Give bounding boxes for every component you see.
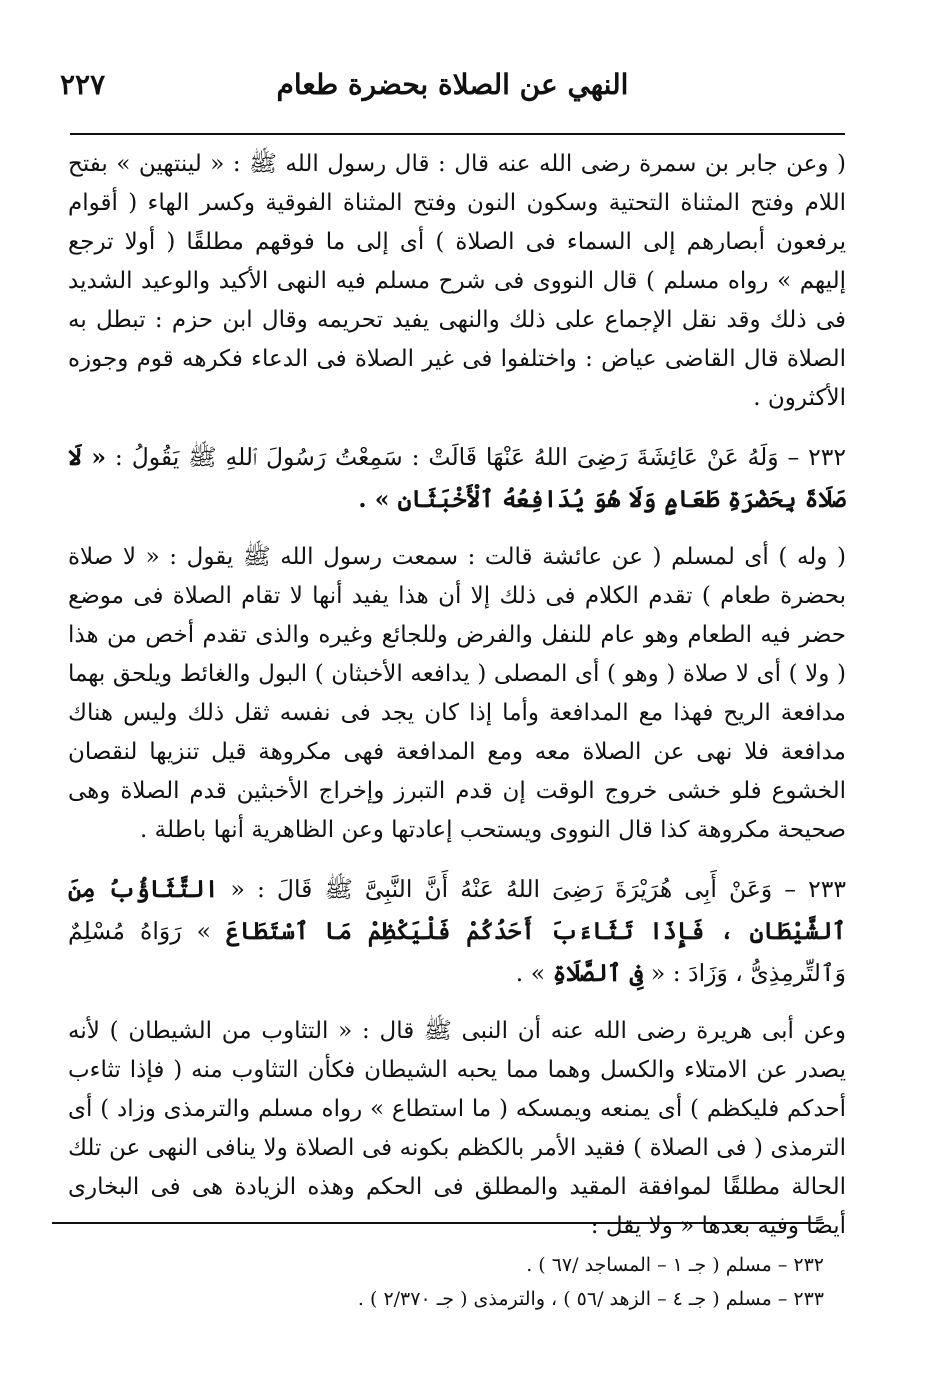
footnote-divider xyxy=(52,1222,824,1224)
page-body xyxy=(68,145,846,1246)
footnote-232: ٢٣٢ – مسلم ( جـ ١ – المساجد /٦٧ ) . xyxy=(526,1254,824,1276)
commentary-paragraph-3: وعن أبى هريرة رضى الله عنه أن النبى ﷺ قال : « التثاوب من الشيطان ) لأنه يصدر عن الامتلاء والكسل وهما مما يحبه الشيطان فكأن التثاوب منه ( فإذا تثاءب أحدكم فليكظم ) أى يمنعه ويمسكه ( ما استطاع » رواه مسلم والترمذى وزاد ) أى الترمذى ( فى الصلاة ) فقيد الأمر بالكظم بكونه فى الصلاة ولا ينافى النهى عن تلك الحالة مطلقًا لموافقة المقيد والمطلق فى الحكم وهذه الزيادة هى فى البخارى أيضًا وفيه بعدها « ولا يقل : xyxy=(68,1018,846,1239)
hadith-232-quote: « لَا صَلَاةَ بِحَضْرَةِ طَعَامٍ وَلَا هُوَ يُدَافِعُهُ ٱلْأَخْبَثَانِ » . xyxy=(68,443,846,513)
footnote-233: ٢٣٣ – مسلم ( جـ ٤ – الزهد /٥٦ ) ، والترمذى ( جـ ٢/٣٧٠ ) . xyxy=(357,1288,824,1310)
hadith-233-source: » رَوَاهُ مُسْلِمٌ وَٱلتِّرمِذِىُّ ، وَزَادَ : « xyxy=(68,917,846,987)
spacer xyxy=(68,994,846,1012)
hadith-233-addition: فِى ٱلصَّلَاةِ xyxy=(552,959,644,987)
commentary-paragraph-1: ( وعن جابر بن سمرة رضى الله عنه قال : قال رسول الله ﷺ : « لينتهين » بفتح اللام وفتح المثناة التحتية وسكون النون وفتح المثناة الفوقية وكسر الهاء ( أقوام يرفعون أبصارهم إلى السماء فى الصلاة ) أى إلى ما فوقهم مطلقًا ( أولا ترجع إليهم » رواه مسلم ) قال النووى فى شرح مسلم فيه النهى الأكيد والوعيد الشديد فى ذلك وقد نقل الإجماع على ذلك والنهى يفيد تحريمه وقال ابن حزم : تبطل به الصلاة قال القاضى عياض : واختلفوا فى غير الصلاة فى الدعاء فكرهه قوم وجوزه الأكثرون . xyxy=(68,151,846,411)
hadith-233 xyxy=(68,868,846,994)
footnotes xyxy=(52,1248,824,1316)
hadith-233-quote: التَّثَاؤُبُ مِنَ ٱلشَّيْطَانِ ، فَإِذَا تَثَاءَبَ أَحَدُكُمْ فَلْيَكْظِمْ مَا ٱسْتَطَاعَ xyxy=(68,875,846,945)
page-number: ٢٢٧ xyxy=(60,68,106,101)
spacer xyxy=(68,850,846,868)
hadith-233-intro: ٢٣٣ – وَعَنْ أَبِى هُرَيْرَةَ رَضِىَ اللهُ عَنْهُ أَنَّ النَّبِىَّ ﷺ قَالَ : « xyxy=(230,875,846,903)
hadith-233-close: » . xyxy=(515,959,546,987)
page-header xyxy=(60,66,845,116)
hadith-232-intro: ٢٣٢ – وَلَهُ عَنْ عَائِشَةَ رَضِىَ اللهُ عَنْهَا قَالَتْ : سَمِعْتُ رَسُولَ ٱللهِ ﷺ يَقُولُ : xyxy=(114,443,846,471)
running-title: النهي عن الصلاة بحضرة طعام xyxy=(276,68,629,101)
commentary-paragraph-2: ( وله ) أى لمسلم ( عن عائشة قالت : سمعت رسول الله ﷺ يقول : « لا صلاة بحضرة طعام ) تقدم الكلام فى ذلك إلا أن هذا يفيد أنها لا تقام الصلاة فى موضع حضر فيه الطعام وهو عام للنفل والفرض وللجائع وغيره والذى تقدم أخص من هذا ( ولا ) أى لا صلاة ( وهو ) أى المصلى ( يدافعه الأخبثان ) البول والغائط ويلحق بهما مدافعة الريح فهذا مع المدافعة وأما إذا كان يجد فى نفسه ثقل ذلك وليس هناك مدافعة فلا نهى عن الصلاة معه ومع المدافعة فهى مكروهة قيل تنزيها لنقصان الخشوع فلو خشى خروج الوقت إن قدم التبرز وإخراج الأخبثين قدم الصلاة وهى صحيحة مكروهة كذا قال النووى ويستحب إعادتها وعن الظاهرية أنها باطلة . xyxy=(68,544,846,843)
spacer xyxy=(68,520,846,538)
spacer xyxy=(68,418,846,436)
header-divider xyxy=(70,133,845,135)
hadith-232 xyxy=(68,436,846,520)
